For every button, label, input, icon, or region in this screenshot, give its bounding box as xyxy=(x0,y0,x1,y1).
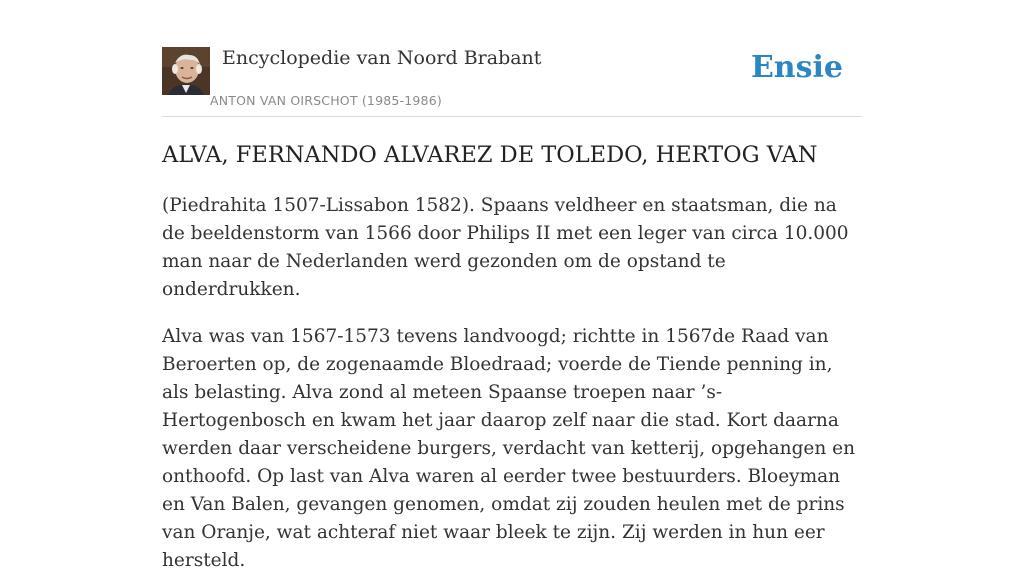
page-header xyxy=(162,46,862,117)
ensie-logo[interactable]: Ensie xyxy=(750,50,843,85)
author-avatar[interactable] xyxy=(162,47,210,95)
encyclopedia-title[interactable]: Encyclopedie van Noord Brabant xyxy=(222,47,542,69)
article-paragraph: Alva was van 1567-1573 tevens landvoogd; richtte in 1567de Raad van Beroerten op, de zogenaamde Bloedraad; voerde de Tiende penning in, als belasting. Alva zond al meteen Spaanse troepen naar ’s-Hertogenbosch en kwam het jaar daarop zelf naar die stad. Kort daarna werden daar verscheidene burgers, verdacht van ketterij, opgehangen en onthoofd. Op last van Alva waren al eerder twee bestuurders. Bloeyman en Van Balen, gevangen genomen, omdat zij zouden heulen met de prins van Oranje, wat achteraf niet waar bleek te zijn. Zij werden in hun eer hersteld. xyxy=(162,326,856,571)
article xyxy=(162,138,862,575)
author-name[interactable]: ANTON VAN OIRSCHOT (1985-1986) xyxy=(210,93,442,108)
article-paragraph: (Piedrahita 1507-Lissabon 1582). Spaans veldheer en staatsman, die na de beeldenstorm van 1566 door Philips II met een leger van circa 10.000 man naar de Nederlanden werd gezonden om de opstand te onderdrukken. xyxy=(162,195,849,300)
author-portrait-icon xyxy=(162,47,210,95)
article-title: ALVA, FERNANDO ALVAREZ DE TOLEDO, HERTOG VAN xyxy=(162,142,818,168)
